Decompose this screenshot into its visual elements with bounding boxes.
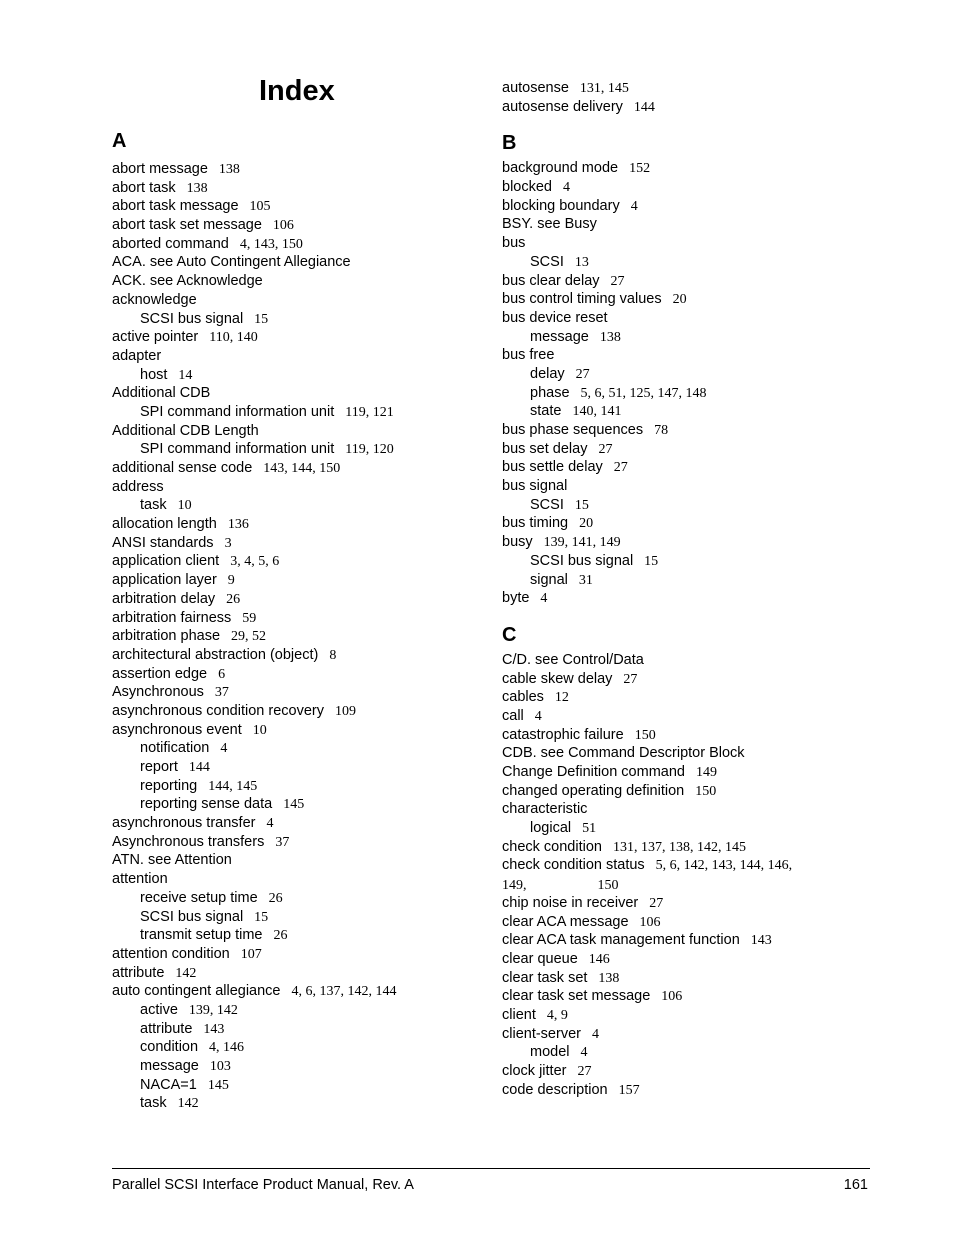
index-term: abort message — [112, 161, 208, 177]
index-subentry — [112, 926, 492, 945]
index-page-refs: 144, 145 — [208, 778, 258, 794]
index-entry — [112, 982, 492, 1001]
index-page-refs: 5, 6, 51, 125, 147, 148 — [580, 385, 707, 401]
index-term: asynchronous event — [112, 721, 242, 738]
footer-divider — [112, 1168, 870, 1169]
index-page-refs: 150 — [695, 783, 717, 799]
index-term: bus settle delay — [502, 459, 603, 476]
index-term: phase — [530, 384, 570, 401]
index-page-refs: 138 — [186, 180, 208, 196]
index-entry — [112, 160, 492, 179]
index-term: arbitration phase — [112, 628, 221, 645]
index-term: bus — [502, 235, 526, 252]
index-entry — [502, 215, 882, 234]
index-term: clear task set — [502, 969, 588, 986]
index-entry — [112, 197, 492, 216]
index-entry — [502, 458, 882, 477]
index-page-refs: 4 — [534, 708, 542, 724]
index-entry — [112, 515, 492, 534]
index-entry — [112, 870, 492, 889]
index-term: call — [502, 707, 524, 724]
index-term: ANSI standards — [112, 534, 214, 551]
index-page-refs: 3, 4, 5, 6 — [230, 554, 280, 570]
index-subentry — [502, 819, 882, 838]
index-subentry — [112, 739, 492, 758]
index-term: message — [530, 328, 589, 345]
index-term: active — [140, 1001, 178, 1018]
index-term: code description — [502, 1081, 608, 1098]
index-subentry — [502, 496, 882, 515]
index-entry — [112, 665, 492, 684]
index-term: application client — [112, 553, 220, 570]
index-entry — [112, 253, 492, 272]
index-term: assertion edge — [112, 665, 208, 682]
index-column-right — [502, 79, 882, 1099]
index-page-refs: 157 — [618, 1082, 640, 1098]
index-term: client-server — [502, 1025, 581, 1042]
index-term: address — [112, 478, 164, 495]
index-subentry — [112, 908, 492, 927]
index-entry — [112, 422, 492, 441]
index-term: active pointer — [112, 329, 199, 346]
index-page-refs: 119, 120 — [345, 442, 394, 458]
index-subentry — [112, 1038, 492, 1057]
section-b-entries — [502, 159, 882, 608]
index-page-refs: 4 — [562, 180, 570, 196]
index-entry — [502, 290, 882, 309]
index-page-refs: 4 — [266, 816, 274, 832]
footer-title: Parallel SCSI Interface Product Manual, Rev. A — [112, 1177, 414, 1193]
index-page-refs: 138 — [599, 329, 621, 345]
index-entry — [502, 1081, 882, 1100]
index-entry — [112, 683, 492, 702]
index-page-refs: 15 — [254, 909, 269, 925]
index-term: bus device reset — [502, 309, 608, 326]
index-subentry — [112, 1057, 492, 1076]
index-page-refs: 20 — [672, 292, 687, 308]
index-page-refs: 105 — [249, 199, 271, 215]
index-entry — [502, 987, 882, 1006]
index-page-refs: 9 — [227, 573, 235, 589]
index-term: ATN. see Attention — [112, 852, 232, 869]
index-term: arbitration fairness — [112, 609, 232, 626]
index-term: architectural abstraction (object) — [112, 646, 319, 663]
index-term: task — [140, 1095, 167, 1112]
page-title: Index — [259, 75, 335, 107]
index-page-refs: 5, 6, 142, 143, 144, 146, 149, — [502, 858, 793, 894]
section-letter-b: B — [502, 132, 517, 155]
index-page-refs: 119, 121 — [345, 404, 394, 420]
index-term: C/D. see Control/Data — [502, 651, 644, 668]
index-term: SPI command information unit — [140, 441, 335, 458]
index-term: bus control timing values — [502, 291, 662, 308]
index-page-refs: 107 — [240, 946, 262, 962]
index-page-refs: 131, 137, 138, 142, 145 — [612, 839, 746, 855]
index-term: allocation length — [112, 516, 217, 533]
index-subentry — [502, 384, 882, 403]
index-subentry — [112, 1094, 492, 1113]
index-entry — [502, 98, 882, 117]
index-term: clear ACA message — [502, 913, 629, 930]
index-page-refs: 14 — [178, 367, 193, 383]
index-term: state — [530, 403, 562, 420]
index-subentry — [502, 571, 882, 590]
index-term: signal — [530, 571, 568, 588]
index-page-refs: 20 — [579, 516, 594, 532]
index-entry — [502, 79, 882, 98]
index-subentry — [502, 1043, 882, 1062]
index-page-refs: 27 — [598, 441, 613, 457]
index-term: SCSI — [530, 496, 564, 513]
index-page-refs: 26 — [273, 928, 288, 944]
index-term: clear task set message — [502, 988, 651, 1005]
index-page-refs: 4 — [540, 591, 548, 607]
index-entry — [112, 235, 492, 254]
index-term: bus timing — [502, 515, 569, 532]
index-page-refs: 145 — [207, 1077, 229, 1093]
index-entry — [112, 272, 492, 291]
index-page-refs: 140, 141 — [572, 404, 622, 420]
index-term: bus phase sequences — [502, 422, 644, 438]
index-page-refs: 26 — [226, 591, 241, 607]
index-page-refs: 144 — [188, 760, 210, 775]
index-term: Asynchronous transfers — [112, 833, 265, 850]
index-page-refs: 31 — [578, 572, 593, 588]
index-entry — [502, 234, 882, 253]
index-page-refs: 78 — [654, 423, 669, 438]
index-entry — [502, 688, 882, 707]
index-page-refs: 4 — [591, 1026, 599, 1042]
index-term: bus free — [502, 347, 555, 364]
index-term: catastrophic failure — [502, 726, 624, 743]
index-page-refs: 131, 145 — [579, 81, 629, 96]
index-entry — [502, 346, 882, 365]
index-page-refs: 145 — [283, 797, 305, 813]
index-term: acknowledge — [112, 291, 197, 308]
index-entry — [502, 856, 882, 893]
index-term: blocked — [502, 179, 552, 196]
index-term: attribute — [112, 964, 165, 981]
index-page-refs: 13 — [574, 254, 589, 270]
index-term: abort task message — [112, 198, 239, 215]
index-page-refs: 10 — [252, 722, 267, 738]
index-entry — [112, 627, 492, 646]
index-page-refs: 149 — [695, 765, 717, 780]
index-page-refs: 142 — [175, 965, 197, 981]
index-page-refs-continued: 150 — [597, 878, 619, 894]
index-entry — [502, 782, 882, 801]
index-entry — [502, 309, 882, 328]
index-entry — [502, 763, 882, 782]
index-page-refs: 146 — [588, 951, 610, 967]
index-entry — [112, 702, 492, 721]
index-entry — [502, 589, 882, 608]
index-entry — [112, 851, 492, 870]
index-term: characteristic — [502, 801, 588, 818]
index-term: attention — [112, 871, 168, 888]
index-term: background mode — [502, 160, 619, 177]
index-entry — [112, 552, 492, 571]
index-page-refs: 4, 146 — [209, 1040, 245, 1056]
index-term: chip noise in receiver — [502, 894, 639, 911]
index-term: BSY. see Busy — [502, 216, 597, 233]
index-entry — [502, 1006, 882, 1025]
index-entry — [112, 291, 492, 310]
index-term: attention condition — [112, 945, 230, 962]
index-page-refs: 51 — [582, 821, 597, 837]
index-page-refs: 4, 6, 137, 142, 144 — [291, 984, 397, 1000]
index-page-refs: 4 — [220, 741, 228, 757]
index-term: bus set delay — [502, 440, 588, 457]
index-term: Asynchronous — [112, 684, 204, 701]
index-term: check condition — [502, 838, 602, 855]
index-term: abort task — [112, 179, 176, 196]
index-term: Additional CDB Length — [112, 422, 259, 439]
index-page-refs: 4, 143, 150 — [239, 236, 303, 252]
index-page-refs: 139, 141, 149 — [543, 535, 621, 551]
index-term: SCSI bus signal — [140, 908, 244, 925]
index-page-refs: 27 — [610, 273, 625, 289]
section-c-entries — [502, 651, 882, 1100]
index-entry — [502, 913, 882, 932]
index-page-refs: 143 — [750, 933, 772, 949]
page-number: 161 — [843, 1177, 868, 1193]
index-entry — [112, 609, 492, 628]
index-page-refs: 110, 140 — [209, 330, 258, 346]
index-term: report — [140, 759, 178, 775]
index-entry — [502, 272, 882, 291]
index-subentry — [112, 1076, 492, 1095]
index-page-refs: 8 — [329, 647, 337, 663]
index-subentry — [112, 496, 492, 515]
index-page-refs: 15 — [644, 553, 659, 569]
index-entry — [112, 721, 492, 740]
index-term: Additional CDB — [112, 385, 211, 402]
index-term: transmit setup time — [140, 927, 263, 944]
index-term: condition — [140, 1039, 199, 1056]
index-term: notification — [140, 740, 210, 757]
index-entry — [502, 1062, 882, 1081]
index-page-refs: 4 — [580, 1045, 588, 1061]
index-subentry — [502, 552, 882, 571]
index-term: aborted command — [112, 235, 229, 252]
index-page-refs: 150 — [634, 727, 656, 743]
index-term: auto contingent allegiance — [112, 983, 281, 1000]
index-subentry — [112, 795, 492, 814]
index-term: cables — [502, 689, 544, 706]
index-entry — [502, 894, 882, 913]
index-term: adapter — [112, 347, 162, 364]
index-page-refs: 4 — [630, 198, 638, 214]
index-page-refs: 15 — [574, 497, 589, 513]
index-term: changed operating definition — [502, 782, 685, 799]
index-term: model — [530, 1044, 570, 1061]
index-entry — [112, 459, 492, 478]
index-page-refs: 143 — [203, 1021, 225, 1037]
index-term: attribute — [140, 1020, 193, 1037]
index-page-refs: 12 — [554, 690, 569, 706]
index-entry — [112, 347, 492, 366]
index-entry — [502, 950, 882, 969]
index-term: SPI command information unit — [140, 403, 335, 420]
index-entry — [112, 216, 492, 235]
index-subentry — [112, 1001, 492, 1020]
index-term: reporting — [140, 777, 198, 794]
index-subentry — [112, 777, 492, 796]
index-subentry — [112, 889, 492, 908]
index-page-refs: 27 — [613, 460, 628, 476]
index-term: additional sense code — [112, 460, 253, 476]
index-page-refs: 27 — [649, 895, 664, 911]
index-subentry — [112, 403, 492, 422]
index-entry — [112, 814, 492, 833]
index-term: SCSI bus signal — [530, 552, 634, 569]
index-page-refs: 6 — [218, 666, 226, 682]
index-page-refs: 27 — [577, 1064, 592, 1080]
index-page-refs: 106 — [272, 218, 294, 234]
index-term: reporting sense data — [140, 796, 273, 813]
index-term: busy — [502, 534, 533, 551]
index-term: asynchronous condition recovery — [112, 702, 324, 719]
index-entry — [502, 477, 882, 496]
index-page-refs: 27 — [575, 366, 590, 382]
index-subentry — [112, 758, 492, 777]
index-page-refs: 4, 9 — [546, 1007, 568, 1023]
index-entry — [502, 440, 882, 459]
index-entry — [502, 178, 882, 197]
index-term: autosense — [502, 80, 569, 96]
index-entry — [112, 534, 492, 553]
section-a-continued-entries — [502, 79, 882, 116]
index-page-refs: 10 — [177, 498, 192, 514]
index-page-refs: 27 — [623, 671, 638, 687]
index-subentry — [502, 402, 882, 421]
index-entry — [502, 707, 882, 726]
index-term: asynchronous transfer — [112, 815, 256, 832]
index-subentry — [502, 365, 882, 384]
index-entry — [502, 931, 882, 950]
index-term: receive setup time — [140, 889, 258, 906]
index-entry — [502, 1025, 882, 1044]
index-term: delay — [530, 365, 565, 382]
index-page-refs: 139, 142 — [188, 1002, 238, 1018]
index-subentry — [502, 253, 882, 272]
section-a-entries — [112, 160, 492, 1113]
index-page-refs: 152 — [629, 161, 651, 177]
index-term: NACA=1 — [140, 1076, 197, 1093]
index-entry — [112, 384, 492, 403]
index-entry — [112, 571, 492, 590]
index-term: clear ACA task management function — [502, 932, 740, 949]
index-entry — [502, 533, 882, 552]
index-entry — [502, 159, 882, 178]
index-entry — [112, 328, 492, 347]
index-term: bus clear delay — [502, 272, 600, 289]
index-page-refs: 29, 52 — [231, 629, 267, 645]
index-term: logical — [530, 820, 572, 837]
index-subentry — [112, 1020, 492, 1039]
index-page-refs: 109 — [334, 703, 356, 719]
index-page-refs: 138 — [598, 970, 620, 986]
index-subentry — [112, 440, 492, 459]
index-page-refs: 3 — [224, 535, 232, 551]
index-page-refs: 103 — [209, 1059, 231, 1074]
index-entry — [502, 670, 882, 689]
index-entry — [502, 969, 882, 988]
index-term: application layer — [112, 572, 217, 589]
index-entry — [112, 179, 492, 198]
index-entry — [112, 590, 492, 609]
index-entry — [502, 800, 882, 819]
index-term: check condition status — [502, 857, 645, 874]
index-page-refs: 142 — [177, 1096, 199, 1112]
index-term: bus signal — [502, 478, 568, 495]
index-entry — [112, 478, 492, 497]
index-entry — [502, 197, 882, 216]
index-column-left — [112, 129, 492, 1113]
index-term: CDB. see Command Descriptor Block — [502, 745, 745, 762]
index-term: task — [140, 497, 167, 514]
index-page-refs: 15 — [254, 311, 269, 327]
index-entry — [112, 964, 492, 983]
index-term: Change Definition command — [502, 764, 685, 780]
index-term: clear queue — [502, 950, 578, 967]
index-term: autosense delivery — [502, 98, 623, 115]
index-page-refs: 37 — [214, 685, 229, 701]
index-page-refs: 138 — [218, 162, 240, 177]
index-page-refs: 59 — [242, 610, 257, 626]
index-entry — [502, 421, 882, 440]
index-term: clock jitter — [502, 1063, 567, 1080]
index-page-refs: 106 — [661, 989, 683, 1005]
index-entry — [502, 744, 882, 763]
index-page-refs: 37 — [275, 834, 290, 850]
index-page-refs: 136 — [227, 517, 249, 533]
section-letter-c: C — [502, 623, 517, 646]
index-term: blocking boundary — [502, 197, 620, 214]
index-page-refs: 106 — [639, 914, 661, 930]
index-entry — [112, 945, 492, 964]
index-page-refs: 144 — [633, 99, 655, 115]
index-term: ACA. see Auto Contingent Allegiance — [112, 254, 351, 271]
index-entry — [502, 838, 882, 857]
index-term: ACK. see Acknowledge — [112, 273, 263, 290]
index-entry — [502, 514, 882, 533]
index-term: byte — [502, 590, 530, 607]
index-page-refs: 143, 144, 150 — [263, 461, 341, 476]
index-entry — [502, 651, 882, 670]
index-subentry — [502, 328, 882, 347]
index-term: host — [140, 366, 168, 383]
index-page-refs: 26 — [268, 890, 283, 906]
index-term: SCSI bus signal — [140, 310, 244, 327]
index-term: arbitration delay — [112, 590, 216, 607]
index-entry — [502, 726, 882, 745]
index-subentry — [112, 366, 492, 385]
index-term: message — [140, 1058, 199, 1074]
index-term: SCSI — [530, 253, 564, 270]
section-letter-a: A — [112, 130, 127, 152]
index-term: cable skew delay — [502, 670, 613, 687]
index-subentry — [112, 310, 492, 329]
index-entry — [112, 833, 492, 852]
index-entry — [112, 646, 492, 665]
index-term: client — [502, 1006, 536, 1023]
index-term: abort task set message — [112, 217, 262, 234]
